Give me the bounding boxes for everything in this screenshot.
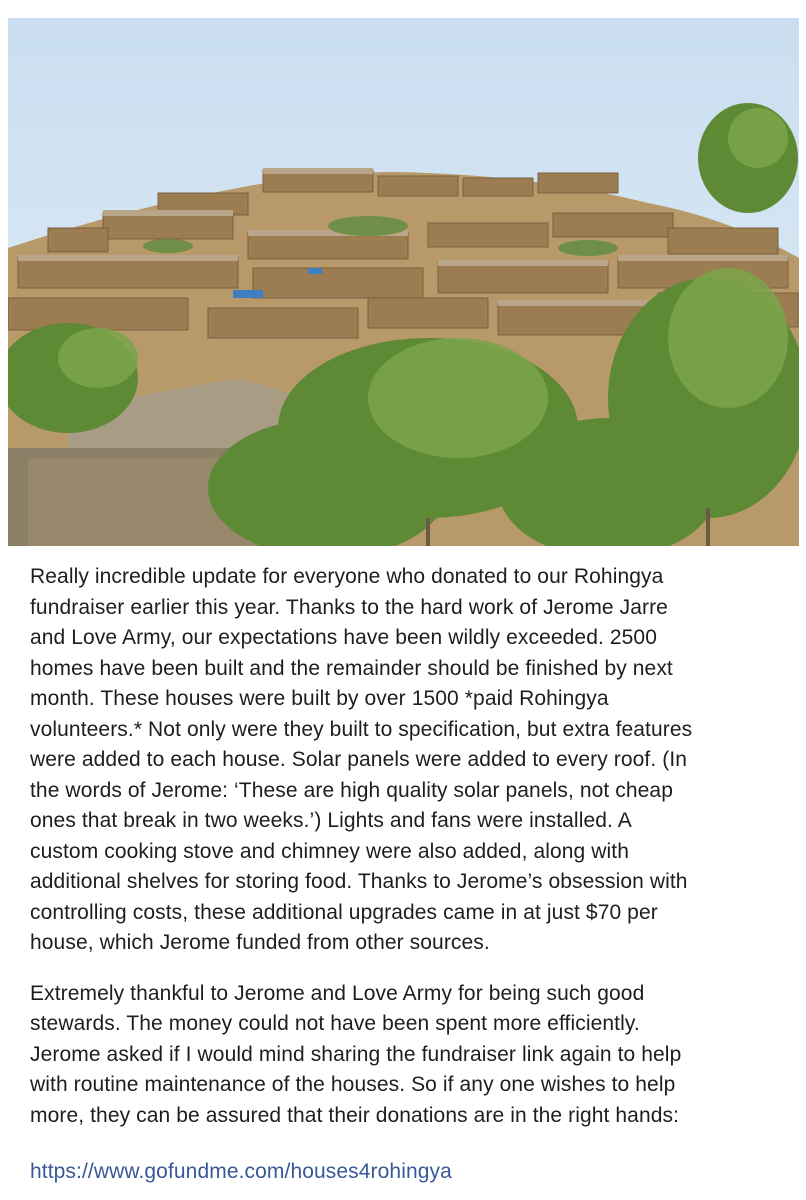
post-paragraph-1: Really incredible update for everyone who donated to our Rohingya fundraiser earlier this year. Thanks to the hard work of Jerome Jarre and Love Army, our expectations have been wildly exceeded. 2500 homes have been built and the remainder should be finished by next month. These houses were built by over 1500 *paid Rohingya volunteers.* Not only were they built to specification, but extra features were added to each house. Solar panels were added to every roof. (In the words of Jerome: ‘These are high quality solar panels, not cheap ones that break in two weeks.’) Lights and fans were installed. A custom cooking stove and chimney were also added, along with additional shelves for storing food. Thanks to Jerome’s obsession with controlling costs, these additional upgrades came in at just $70 per house, which Jerome funded from other sources.	[30, 565, 693, 954]
post-paragraph-2: Extremely thankful to Jerome and Love Army for being such good stewards. The money could not have been spent more efficiently. Jerome asked if I would mind sharing the fundraiser link again to help with routine maintenance of the houses. So if any one wishes to help more, they can be assured that their donations are in the right hands:	[30, 981, 682, 1127]
refugee-camp-photo[interactable]	[8, 18, 799, 546]
post-body	[30, 562, 786, 1188]
photo-illustration	[8, 18, 799, 546]
fundraiser-link[interactable]: https://www.gofundme.com/houses4rohingya	[30, 1160, 452, 1183]
